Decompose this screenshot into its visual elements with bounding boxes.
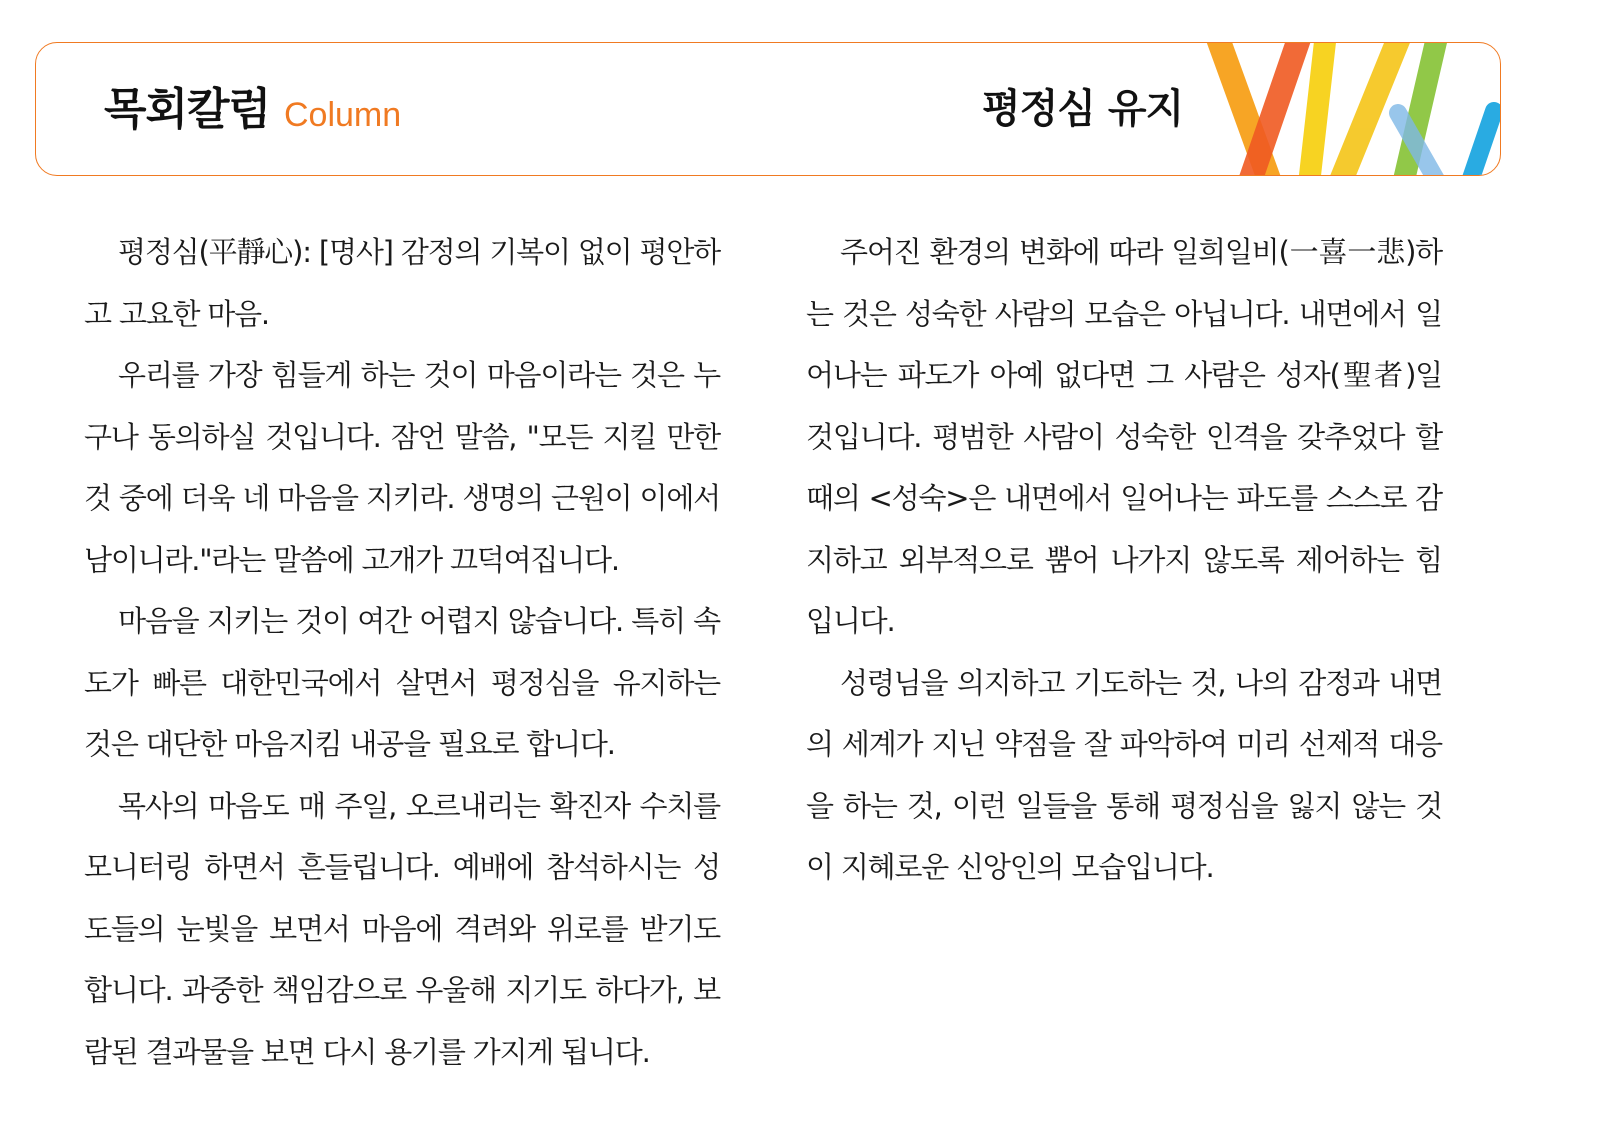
- decorative-stripes-icon: [1176, 43, 1501, 176]
- header-title: 목회칼럼: [104, 84, 271, 135]
- paragraph: 성령님을 의지하고 기도하는 것, 나의 감정과 내면의 세계가 지닌 약점을 잘 파악하여 미리 선제적 대응을 하는 것, 이런 일들을 통해 평정심을 잃지 않는 것이 지혜로운 신앙인의 모습입니다.: [806, 665, 1442, 884]
- header-subtitle: Column: [284, 96, 402, 134]
- column-right: [806, 222, 1442, 899]
- stripe-yellow-1: [1308, 43, 1326, 176]
- paragraph: 우리를 가장 힘들게 하는 것이 마음이라는 것은 누구나 동의하실 것입니다. 잠언 말씀, "모든 지킬 만한 것 중에 더욱 네 마음을 지키라. 생명의 근원이 이에서 남이니라."라는 말씀에 고개가 끄덕여집니다.: [84, 358, 720, 577]
- column-left: [84, 222, 720, 1083]
- column-header: [35, 42, 1501, 176]
- paragraph: 평정심(平靜心): [명사] 감정의 기복이 없이 평안하고 고요한 마음.: [84, 235, 720, 331]
- paragraph: 주어진 환경의 변화에 따라 일희일비(一喜一悲)하는 것은 성숙한 사람의 모습은 아닙니다. 내면에서 일어나는 파도가 아예 없다면 그 사람은 성자(聖者)일 것입니다. 평범한 사람이 성숙한 인격을 갖추었다 할 때의 <성숙>은 내면에서 일어나는 파도를 스스로 감지하고 외부적으로 뿜어 나가지 않도록 제어하는 힘입니다.: [806, 235, 1442, 638]
- stripe-blue: [1466, 111, 1494, 176]
- column-topic: 평정심 유지: [982, 86, 1184, 132]
- paragraph: 마음을 지키는 것이 여간 어렵지 않습니다. 특히 속도가 빠른 대한민국에서 살면서 평정심을 유지하는 것은 대단한 마음지킴 내공을 필요로 합니다.: [84, 604, 720, 761]
- paragraph: 목사의 마음도 매 주일, 오르내리는 확진자 수치를 모니터링 하면서 흔들립니다. 예배에 참석하시는 성도들의 눈빛을 보면서 마음에 격려와 위로를 받기도 합니다. 과중한 책임감으로 우울해 지기도 하다가, 보람된 결과물을 보면 다시 용기를 가지게 됩니다.: [84, 788, 720, 1069]
